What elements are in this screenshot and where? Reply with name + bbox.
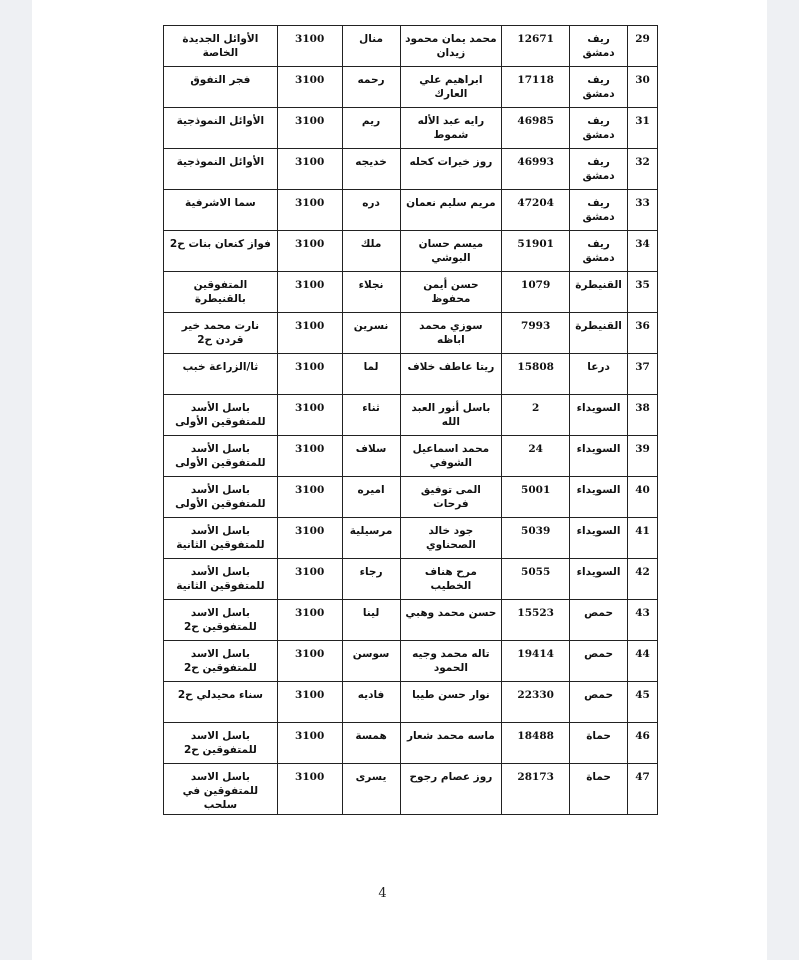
- school-cell: المتفوقين بالقنيطرة: [164, 272, 278, 313]
- governorate-cell: القنيطرة: [570, 272, 628, 313]
- school-cell: باسل الأسد للمتفوقين الأولى: [164, 477, 278, 518]
- exam-number-cell: 5055: [502, 559, 570, 600]
- mother-name-cell: سوسن: [342, 641, 400, 682]
- row-number: 44: [628, 641, 658, 682]
- governorate-cell: السويداء: [570, 395, 628, 436]
- student-name-cell: ابراهيم علي العارك: [400, 67, 502, 108]
- results-table: [163, 25, 658, 815]
- page-number: 4: [378, 886, 387, 901]
- mother-name-cell: دره: [342, 190, 400, 231]
- student-name-cell: سوزي محمد اباظه: [400, 313, 502, 354]
- mother-name-cell: سلاف: [342, 436, 400, 477]
- school-cell: باسل الاسد للمتفوقين ح2: [164, 723, 278, 764]
- student-name-cell: نوار حسن طيبا: [400, 682, 502, 723]
- school-cell: الأوائل الجديدة الخاصة: [164, 26, 278, 67]
- governorate-cell: القنيطرة: [570, 313, 628, 354]
- row-number: 30: [628, 67, 658, 108]
- governorate-cell: السويداء: [570, 436, 628, 477]
- school-cell: باسل الأسد للمتفوقين الثانية: [164, 559, 278, 600]
- row-number: 38: [628, 395, 658, 436]
- score-cell: 3100: [277, 149, 342, 190]
- row-number: 41: [628, 518, 658, 559]
- school-cell: باسل الأسد للمتفوقين الأولى: [164, 436, 278, 477]
- table-row: [164, 190, 658, 231]
- governorate-cell: ريف دمشق: [570, 67, 628, 108]
- student-name-cell: حسن أيمن محفوظ: [400, 272, 502, 313]
- mother-name-cell: لما: [342, 354, 400, 395]
- exam-number-cell: 15523: [502, 600, 570, 641]
- student-name-cell: جود خالد الصحناوي: [400, 518, 502, 559]
- student-name-cell: حسن محمد وهبي: [400, 600, 502, 641]
- exam-number-cell: 24: [502, 436, 570, 477]
- school-cell: الأوائل النموذجية: [164, 108, 278, 149]
- mother-name-cell: يسرى: [342, 764, 400, 815]
- table-row: [164, 26, 658, 67]
- governorate-cell: السويداء: [570, 477, 628, 518]
- governorate-cell: حماة: [570, 764, 628, 815]
- school-cell: باسل الاسد للمتفوقين ح2: [164, 600, 278, 641]
- table-row: [164, 682, 658, 723]
- mother-name-cell: خديجه: [342, 149, 400, 190]
- exam-number-cell: 18488: [502, 723, 570, 764]
- row-number: 37: [628, 354, 658, 395]
- table-row: [164, 559, 658, 600]
- student-name-cell: روز خيرات كحله: [400, 149, 502, 190]
- governorate-cell: حمص: [570, 600, 628, 641]
- mother-name-cell: ملك: [342, 231, 400, 272]
- score-cell: 3100: [277, 436, 342, 477]
- row-number: 34: [628, 231, 658, 272]
- table-row: [164, 272, 658, 313]
- score-cell: 3100: [277, 313, 342, 354]
- governorate-cell: ريف دمشق: [570, 149, 628, 190]
- school-cell: نارت محمد خير قردن ح2: [164, 313, 278, 354]
- row-number: 45: [628, 682, 658, 723]
- table-row: [164, 477, 658, 518]
- score-cell: 3100: [277, 518, 342, 559]
- school-cell: باسل الاسد للمتفوقين ح2: [164, 641, 278, 682]
- student-name-cell: روز عصام رجوح: [400, 764, 502, 815]
- exam-number-cell: 5001: [502, 477, 570, 518]
- table-row: [164, 67, 658, 108]
- mother-name-cell: ريم: [342, 108, 400, 149]
- governorate-cell: ريف دمشق: [570, 190, 628, 231]
- student-name-cell: رايه عبد الأله شموط: [400, 108, 502, 149]
- school-cell: سناء محيدلي ح2: [164, 682, 278, 723]
- mother-name-cell: رجاء: [342, 559, 400, 600]
- exam-number-cell: 1079: [502, 272, 570, 313]
- student-name-cell: باسل أنور العبد الله: [400, 395, 502, 436]
- student-name-cell: مريم سليم نعمان: [400, 190, 502, 231]
- mother-name-cell: اميره: [342, 477, 400, 518]
- mother-name-cell: منال: [342, 26, 400, 67]
- row-number: 42: [628, 559, 658, 600]
- score-cell: 3100: [277, 231, 342, 272]
- exam-number-cell: 12671: [502, 26, 570, 67]
- mother-name-cell: مرسيلية: [342, 518, 400, 559]
- score-cell: 3100: [277, 272, 342, 313]
- student-name-cell: محمد اسماعيل الشوفي: [400, 436, 502, 477]
- mother-name-cell: نجلاء: [342, 272, 400, 313]
- governorate-cell: حماة: [570, 723, 628, 764]
- row-number: 36: [628, 313, 658, 354]
- table-row: [164, 641, 658, 682]
- score-cell: 3100: [277, 600, 342, 641]
- governorate-cell: حمص: [570, 641, 628, 682]
- governorate-cell: ريف دمشق: [570, 108, 628, 149]
- table-row: [164, 395, 658, 436]
- student-name-cell: المى توفيق فرحات: [400, 477, 502, 518]
- school-cell: الأوائل النموذجية: [164, 149, 278, 190]
- table-row: [164, 231, 658, 272]
- governorate-cell: ريف دمشق: [570, 231, 628, 272]
- governorate-cell: السويداء: [570, 518, 628, 559]
- row-number: 35: [628, 272, 658, 313]
- table-row: [164, 518, 658, 559]
- row-number: 31: [628, 108, 658, 149]
- table-row: [164, 600, 658, 641]
- exam-number-cell: 2: [502, 395, 570, 436]
- table-row: [164, 354, 658, 395]
- exam-number-cell: 15808: [502, 354, 570, 395]
- score-cell: 3100: [277, 723, 342, 764]
- table-row: [164, 313, 658, 354]
- student-name-cell: ريتا عاطف خلاف: [400, 354, 502, 395]
- school-cell: ثا/الزراعة خبب: [164, 354, 278, 395]
- score-cell: 3100: [277, 108, 342, 149]
- mother-name-cell: نسرين: [342, 313, 400, 354]
- exam-number-cell: 22330: [502, 682, 570, 723]
- governorate-cell: ريف دمشق: [570, 26, 628, 67]
- score-cell: 3100: [277, 354, 342, 395]
- exam-number-cell: 51901: [502, 231, 570, 272]
- table-row: [164, 108, 658, 149]
- student-name-cell: ماسه محمد شعار: [400, 723, 502, 764]
- mother-name-cell: فاديه: [342, 682, 400, 723]
- row-number: 40: [628, 477, 658, 518]
- student-name-cell: ميسم حسان البوشي: [400, 231, 502, 272]
- score-cell: 3100: [277, 67, 342, 108]
- exam-number-cell: 5039: [502, 518, 570, 559]
- student-name-cell: تاله محمد وجيه الحمود: [400, 641, 502, 682]
- results-table-body: [164, 26, 658, 815]
- score-cell: 3100: [277, 559, 342, 600]
- row-number: 47: [628, 764, 658, 815]
- exam-number-cell: 19414: [502, 641, 570, 682]
- exam-number-cell: 7993: [502, 313, 570, 354]
- score-cell: 3100: [277, 641, 342, 682]
- exam-number-cell: 28173: [502, 764, 570, 815]
- row-number: 29: [628, 26, 658, 67]
- score-cell: 3100: [277, 395, 342, 436]
- score-cell: 3100: [277, 682, 342, 723]
- table-row: [164, 764, 658, 815]
- exam-number-cell: 46985: [502, 108, 570, 149]
- score-cell: 3100: [277, 190, 342, 231]
- row-number: 43: [628, 600, 658, 641]
- school-cell: باسل الأسد للمتفوقين الأولى: [164, 395, 278, 436]
- table-row: [164, 436, 658, 477]
- student-name-cell: محمد يمان محمود زيدان: [400, 26, 502, 67]
- governorate-cell: درعا: [570, 354, 628, 395]
- school-cell: باسل الاسد للمتفوقين في سلحب: [164, 764, 278, 815]
- score-cell: 3100: [277, 764, 342, 815]
- exam-number-cell: 17118: [502, 67, 570, 108]
- school-cell: فجر التفوق: [164, 67, 278, 108]
- score-cell: 3100: [277, 477, 342, 518]
- mother-name-cell: همسة: [342, 723, 400, 764]
- row-number: 33: [628, 190, 658, 231]
- school-cell: سما الاشرفية: [164, 190, 278, 231]
- table-row: [164, 149, 658, 190]
- governorate-cell: السويداء: [570, 559, 628, 600]
- exam-number-cell: 46993: [502, 149, 570, 190]
- document-page: [32, 0, 767, 960]
- exam-number-cell: 47204: [502, 190, 570, 231]
- table-row: [164, 723, 658, 764]
- governorate-cell: حمص: [570, 682, 628, 723]
- row-number: 39: [628, 436, 658, 477]
- row-number: 46: [628, 723, 658, 764]
- score-cell: 3100: [277, 26, 342, 67]
- mother-name-cell: رحمه: [342, 67, 400, 108]
- mother-name-cell: لينا: [342, 600, 400, 641]
- student-name-cell: مرح هناف الخطيب: [400, 559, 502, 600]
- school-cell: باسل الأسد للمتفوقين الثانية: [164, 518, 278, 559]
- mother-name-cell: ثناء: [342, 395, 400, 436]
- school-cell: فواز كنعان بنات ح2: [164, 231, 278, 272]
- row-number: 32: [628, 149, 658, 190]
